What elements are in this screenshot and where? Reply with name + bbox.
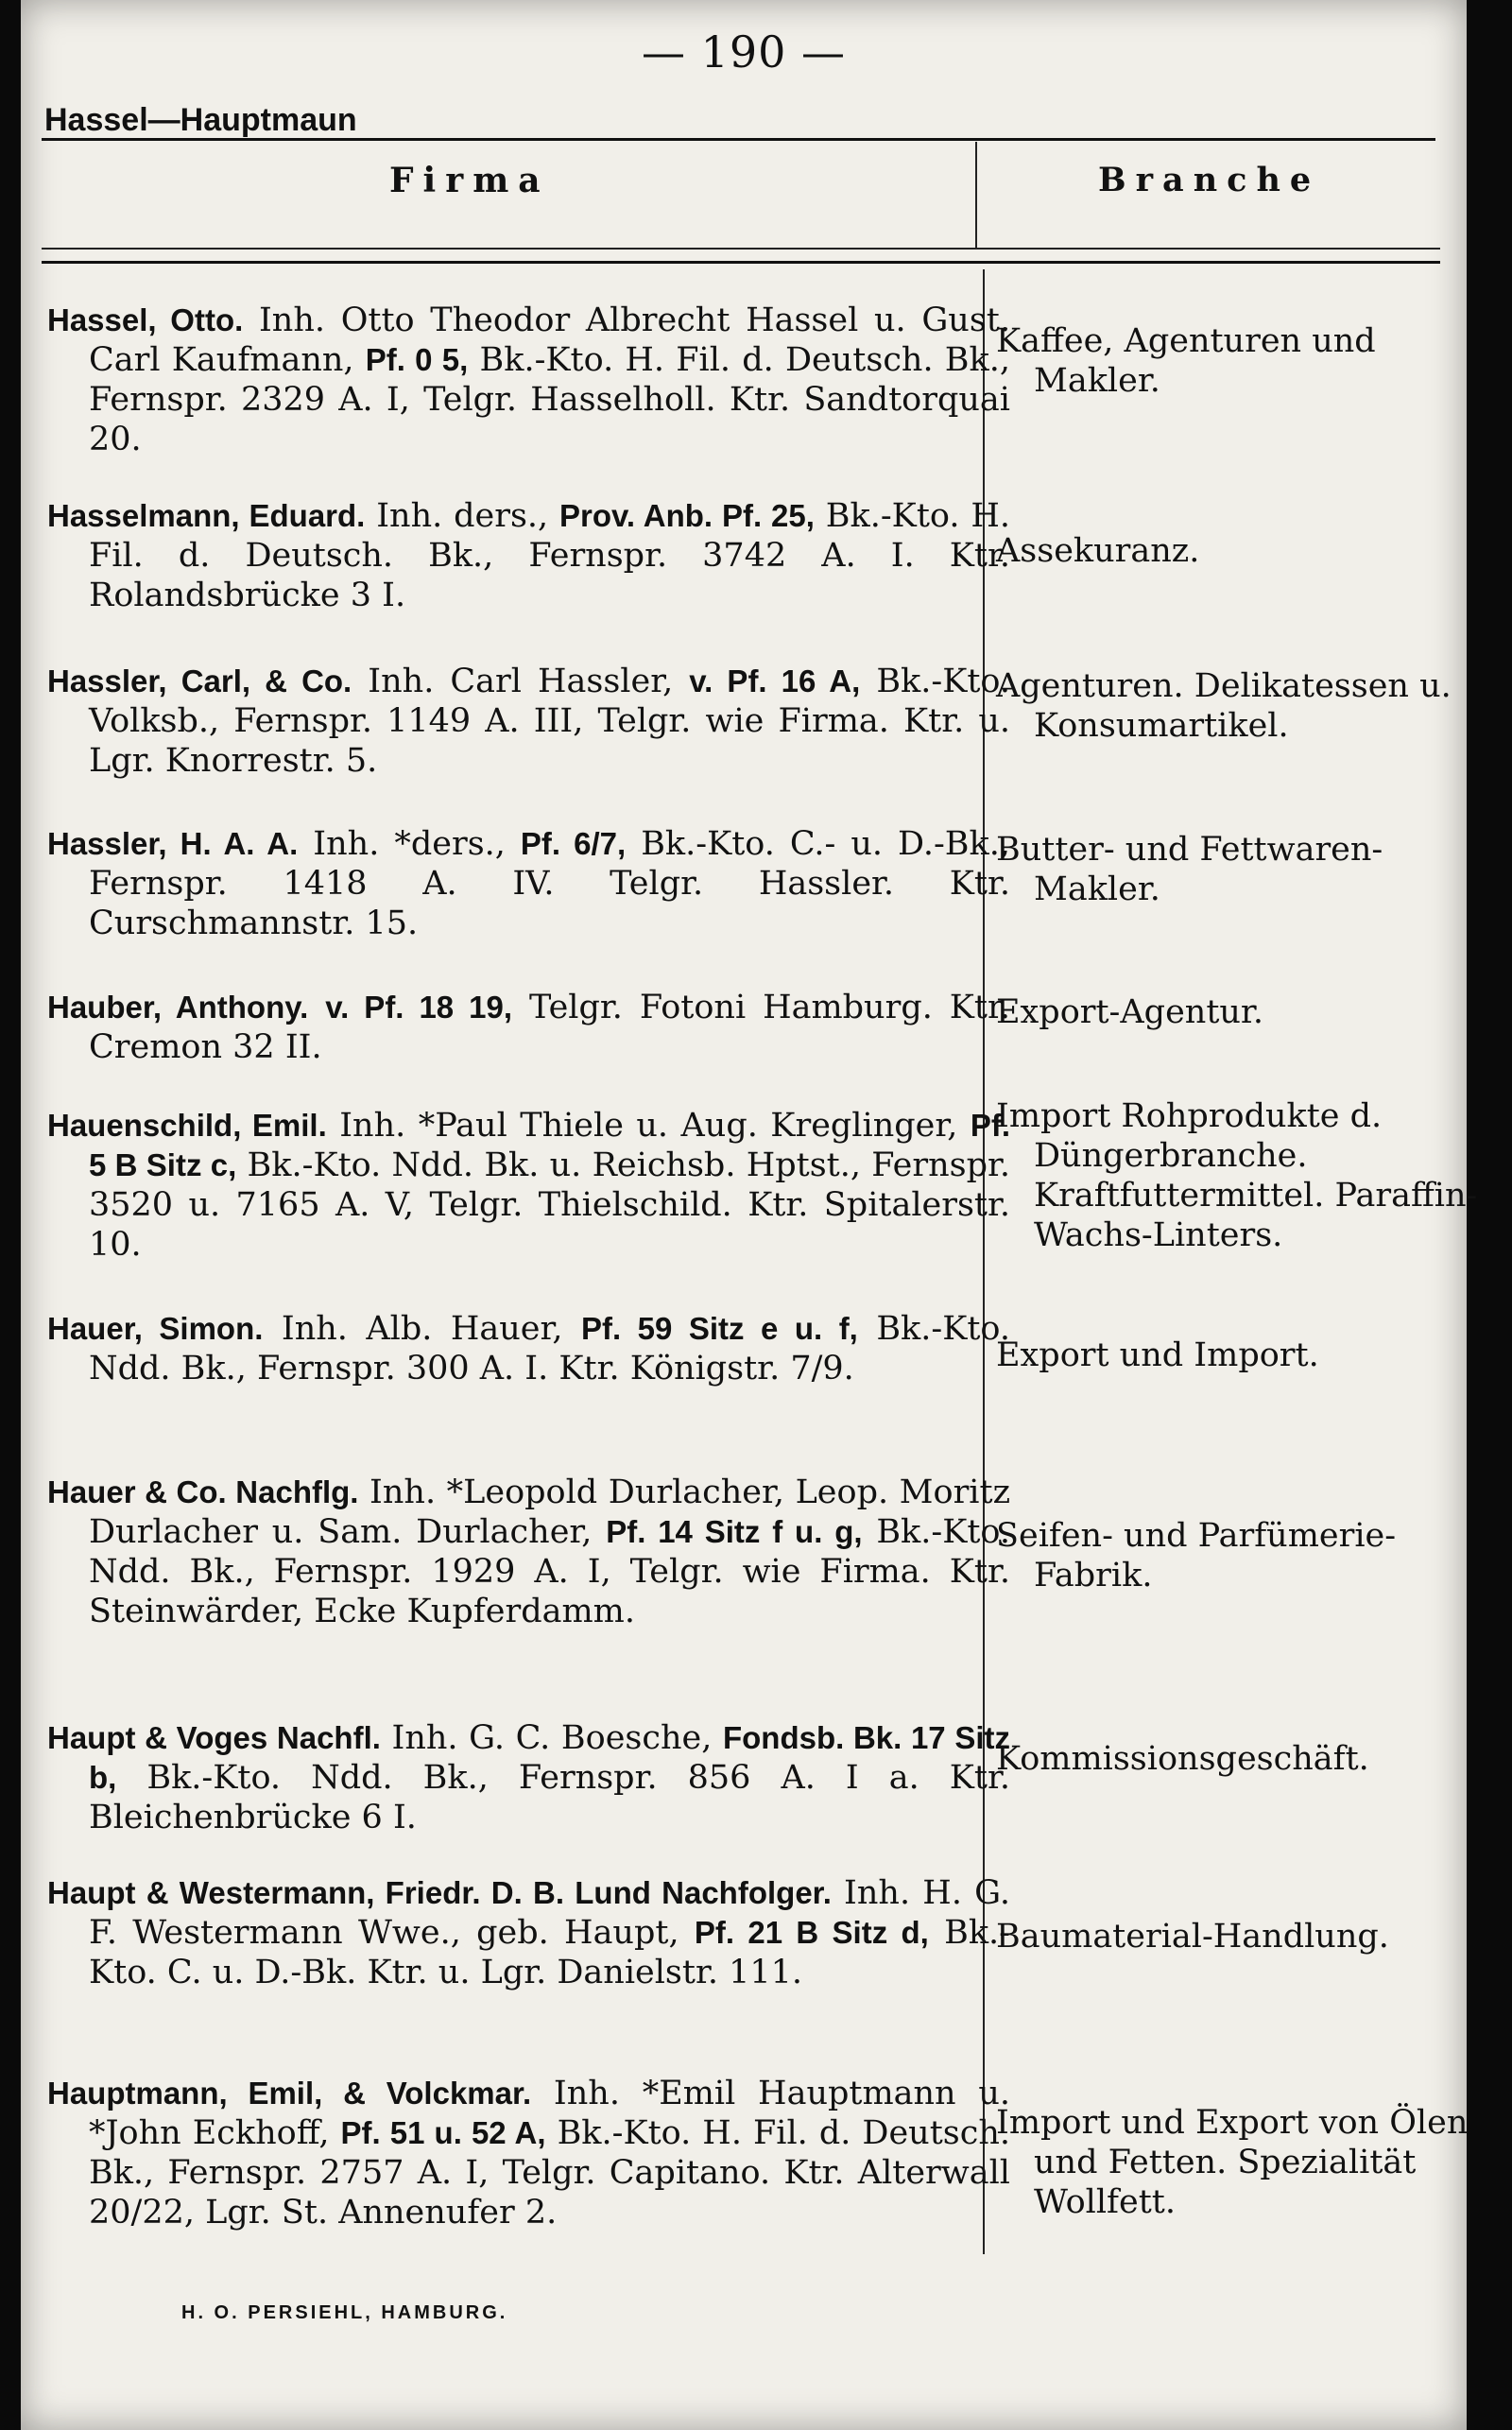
branche-hauer-co: Seifen- und Parfümerie-Fabrik. — [996, 1517, 1397, 1594]
firm-name: Hassel, Otto. — [47, 302, 244, 337]
firm-name: Haupt & Westermann, Friedr. D. B. Lund Nachfolger. — [47, 1875, 832, 1910]
branche-haupt-voges: Kommissionsgeschäft. — [996, 1740, 1369, 1778]
branche-hassler-haa: Butter- und Fettwaren-Makler. — [996, 831, 1383, 908]
entry-text: Inh. *Paul Thiele u. Aug. Kreglinger, — [326, 1107, 971, 1145]
entry-text: Bk.-Kto. Volksb., Fernspr. 1149 A. III, Telgr. wie Firma. Ktr. u. Lgr. Knorrestr. 5. — [89, 663, 1010, 780]
branche-hauenschild-emil: Import Rohprodukte d. Düngerbranche. Kraftfuttermittel. Paraffin-Wachs-Linters. — [996, 1097, 1478, 1254]
postfach: v. Pf. 18 19, — [325, 990, 513, 1025]
firm-name: Hauer & Co. Nachflg. — [47, 1474, 359, 1509]
firm-name: Hassler, Carl, & Co. — [47, 664, 352, 698]
entry-hauer-simon — [47, 1309, 1010, 1388]
branche-haupt-westermann: Baumaterial-Handlung. — [996, 1918, 1389, 1956]
directory-page — [21, 0, 1478, 2430]
entry-text: Telgr. Fotoni Hamburg. Ktr. Cremon 32 II. — [89, 989, 1011, 1066]
entry-text: Bk.-Kto. H. Fil. d. Deutsch. Bk., Fernspr. 3742 A. I. Ktr. Rolandsbrücke 3 I. — [89, 497, 1010, 614]
branche-hauptmann-volckmar: Import und Export von Ölen und Fetten. Spezialität Wollfett. — [996, 2104, 1469, 2221]
page-number: — 190 — — [641, 26, 847, 78]
entry-text — [308, 989, 325, 1026]
printer-imprint: H. O. PERSIEHL, HAMBURG. — [181, 2302, 508, 2323]
entry-text: Inh. ders., — [365, 497, 560, 535]
top-rule — [42, 138, 1435, 141]
entry-text: Bk.-Kto. Ndd. Bk., Fernspr. 1929 A. I, Telgr. wie Firma. Ktr. Steinwärder, Ecke Kupferdamm. — [89, 1513, 1010, 1630]
entry-hassel-otto — [47, 301, 1010, 459]
firm-name: Hauber, Anthony. — [47, 990, 309, 1025]
entry-haupt-westermann — [47, 1873, 1010, 1992]
entry-text: Bk.-Kto. C. u. D.-Bk. Ktr. u. Lgr. Danielstr. 111. — [89, 1914, 1010, 1991]
entry-hasselmann-eduard — [47, 496, 1010, 615]
entry-text: Bk.-Kto. H. Fil. d. Deutsch. Bk., Fernspr. 2757 A. I, Telgr. Capitano. Ktr. Alterwall 20/22, Lgr. St. Annenufer 2. — [89, 2114, 1011, 2232]
entry-text: Inh. G. C. Boesche, — [380, 1719, 723, 1757]
entry-text: Bk.-Kto. C.- u. D.-Bk., Fernspr. 1418 A. IV. Telgr. Hassler. Ktr. Curschmannstr. 15. — [89, 825, 1010, 942]
postfach: Pf. 59 Sitz e u. f, — [580, 1311, 858, 1346]
postfach: Prov. Anb. Pf. 25, — [559, 498, 815, 533]
entry-text: Inh. H. G. F. Westermann Wwe., geb. Haupt, — [89, 1874, 1010, 1952]
entry-text: Bk.-Kto. Ndd. Bk., Fernspr. 300 A. I. Ktr. Königstr. 7/9. — [89, 1310, 1010, 1387]
postfach: Pf. 51 u. 52 A, — [340, 2115, 546, 2150]
postfach: Pf. 14 Sitz f u. g, — [606, 1514, 863, 1549]
firm-name: Hauptmann, Emil, & Volckmar. — [47, 2076, 532, 2111]
firm-name: Hasselmann, Eduard. — [47, 498, 366, 533]
entry-haupt-voges — [47, 1718, 1010, 1837]
branche-hauber-anthony: Export-Agentur. — [996, 993, 1263, 1031]
postfach: Fondsb. Bk. 17 Sitz b, — [89, 1720, 1010, 1795]
firm-name: Hassler, H. A. A. — [47, 826, 299, 861]
entry-text: Inh. *Leopold Durlacher, Leop. Moritz Durlacher u. Sam. Durlacher, — [89, 1474, 1011, 1551]
running-head: Hassel—Hauptmaun — [44, 102, 357, 138]
postfach: Pf. 0 5, — [365, 342, 469, 377]
entry-hauer-co — [47, 1473, 1010, 1631]
postfach: Pf. 21 B Sitz d, — [694, 1915, 929, 1950]
branche-hasselmann-eduard: Assekuranz. — [996, 532, 1200, 570]
postfach: Pf. 6/7, — [520, 826, 627, 861]
entry-hassler-carl — [47, 662, 1010, 781]
entry-text: Bk.-Kto. Ndd. Bk., Fernspr. 856 A. I a. Ktr. Bleichenbrücke 6 I. — [89, 1759, 1010, 1836]
branche-hassler-carl: Agenturen. Delikatessen u. Konsumartikel. — [996, 667, 1452, 745]
entry-text: Bk.-Kto. H. Fil. d. Deutsch. Bk., Fernspr. 2329 A. I, Telgr. Hasselholl. Ktr. Sandtorquai 20. — [89, 341, 1010, 458]
entry-hauenschild-emil — [47, 1106, 1010, 1265]
branche-hauer-simon: Export und Import. — [996, 1336, 1319, 1374]
firm-name: Hauenschild, Emil. — [47, 1108, 327, 1143]
postfach: Pf. 5 B Sitz c, — [89, 1108, 1010, 1182]
entry-hassler-haa — [47, 824, 1010, 943]
header-rule-thin — [42, 248, 1440, 250]
entry-hauptmann-volckmar — [47, 2074, 1010, 2232]
firm-name: Haupt & Voges Nachfl. — [47, 1720, 381, 1755]
column-header-branche: Branche — [1098, 161, 1321, 199]
postfach: v. Pf. 16 A, — [689, 664, 861, 698]
firm-name: Hauer, Simon. — [47, 1311, 264, 1346]
entry-text: Inh. Otto Theodor Albrecht Hassel u. Gust. Carl Kaufmann, — [89, 302, 1010, 379]
header-rule-thick — [42, 261, 1440, 264]
entry-text: Inh. Alb. Hauer, — [263, 1310, 581, 1348]
entry-text: Inh. Carl Hassler, — [352, 663, 690, 700]
header-divider — [975, 142, 977, 248]
entry-text: Bk.-Kto. Ndd. Bk. u. Reichsb. Hptst., Fernspr. 3520 u. 7165 A. V, Telgr. Thielschild. Ktr. Spitalerstr. 10. — [89, 1146, 1010, 1264]
entry-text: Inh. *ders., — [298, 825, 521, 863]
column-header-firma: Firma — [389, 161, 550, 200]
entry-text: Inh. *Emil Hauptmann u. *John Eckhoff, — [89, 2075, 1011, 2152]
branche-hassel-otto: Kaffee, Agenturen und Makler. — [996, 322, 1376, 400]
entry-hauber-anthony — [47, 988, 1010, 1067]
